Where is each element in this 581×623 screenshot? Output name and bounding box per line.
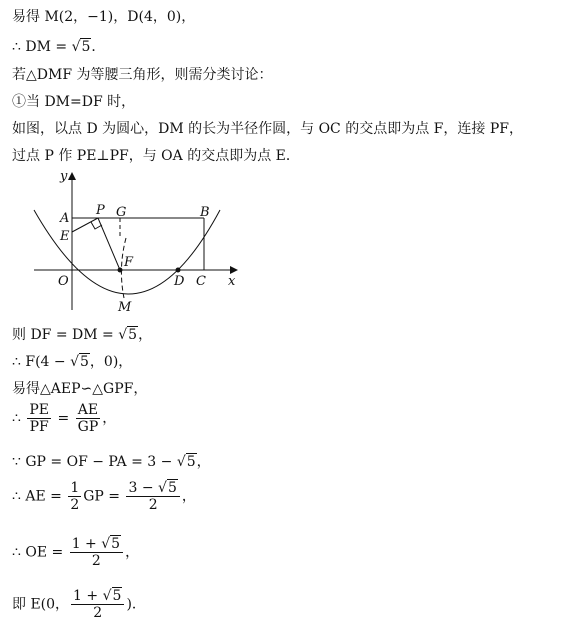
sqrt-5: √5 (101, 536, 121, 552)
radicand: 5 (186, 454, 196, 470)
label-A: A (60, 211, 70, 226)
numerator (71, 588, 124, 605)
fraction-AE-GP (76, 402, 101, 435)
line-14-prefix: 即 E(0， (12, 596, 70, 613)
line-14-suffix: )． (126, 596, 146, 613)
line-11 (12, 453, 211, 471)
line-8-suffix: ，0)， (89, 354, 133, 370)
label-B: B (200, 205, 210, 220)
denominator: 2 (148, 497, 158, 513)
segment-EP (72, 218, 98, 232)
numerator-text: 3 − (128, 480, 159, 496)
line-3: 若△DMF 为等腰三角形，则需分类讨论： (12, 67, 273, 83)
line-10 (12, 402, 116, 435)
radicand: 5 (128, 327, 138, 343)
label-y: y (60, 169, 68, 184)
line-6: 过点 P 作 PE⊥PF，与 OA 的交点即为点 E． (12, 148, 300, 164)
line-13-prefix: ∴ OE = (12, 544, 68, 561)
denominator: 2 (93, 605, 103, 621)
line-4: ①当 DM=DF 时， (12, 94, 136, 110)
denominator: GP (77, 419, 99, 435)
line-9: 易得△AEP∽△GPF， (12, 381, 148, 397)
line-2-prefix: ∴ DM = (12, 39, 72, 55)
numerator: 1 (70, 480, 80, 496)
line-2-suffix: ． (91, 39, 106, 55)
sqrt-5: √5 (102, 588, 122, 604)
geometry-figure (20, 168, 250, 316)
label-G: G (116, 205, 127, 220)
line-10-suffix: ， (102, 410, 117, 427)
fraction-half (68, 480, 81, 513)
denominator: 2 (70, 497, 80, 513)
line-14 (12, 588, 146, 621)
denominator: 2 (91, 553, 101, 569)
line-10-prefix: ∴ (12, 410, 26, 427)
point-F (118, 268, 123, 273)
line-12-prefix: ∴ AE = (12, 488, 67, 505)
line-7-prefix: 则 DF = DM = (12, 327, 119, 343)
line-12-suffix: ， (181, 488, 196, 505)
line-8-prefix: ∴ F(4 − (12, 354, 71, 370)
line-12-mid: GP = (83, 488, 125, 505)
sqrt-5: √5 (158, 480, 177, 496)
label-F: F (124, 255, 134, 270)
radicand: 5 (81, 39, 91, 55)
label-O: O (58, 274, 69, 289)
line-1: 易得 M(2，−1)，D(4，0)， (12, 9, 196, 25)
fraction-3-minus-root5-over-2 (126, 480, 179, 513)
line-8 (12, 353, 132, 371)
radicand: 5 (167, 480, 177, 496)
label-x: x (228, 274, 236, 289)
sqrt-5: √5 (70, 354, 89, 370)
fraction-PE-PF (27, 402, 51, 435)
line-13 (12, 536, 139, 569)
line-2 (12, 38, 105, 56)
numerator: AE (77, 402, 99, 418)
label-P: P (96, 203, 105, 218)
fraction-1-plus-root5-over-2 (71, 588, 124, 621)
sqrt-5: √5 (118, 327, 138, 343)
equals: = (53, 410, 74, 427)
label-M: M (118, 300, 132, 315)
line-7 (12, 326, 152, 344)
line-12 (12, 480, 196, 513)
numerator-text: 1 + (71, 536, 102, 552)
line-13-suffix: ， (125, 544, 140, 561)
denominator: PF (29, 419, 49, 435)
numerator-text: 1 + (73, 588, 103, 604)
label-C: C (196, 274, 206, 289)
line-11-suffix: ， (196, 454, 211, 470)
line-5: 如图，以点 D 为圆心，DM 的长为半径作圆，与 OC 的交点即为点 F，连接 PF， (12, 121, 523, 137)
line-7-suffix: ， (138, 327, 153, 343)
label-D: D (174, 274, 185, 289)
radicand: 5 (111, 536, 121, 552)
radicand: 5 (112, 588, 122, 604)
sqrt-5: √5 (71, 39, 91, 55)
numerator (70, 536, 123, 553)
numerator (126, 480, 179, 497)
radicand: 5 (80, 354, 89, 370)
line-11-prefix: ∵ GP = OF − PA = 3 − (12, 454, 177, 470)
numerator: PE (29, 402, 49, 418)
sqrt-5: √5 (176, 454, 196, 470)
point-D (176, 268, 181, 273)
label-E: E (60, 229, 70, 244)
fraction-1-plus-root5-over-2 (70, 536, 123, 569)
